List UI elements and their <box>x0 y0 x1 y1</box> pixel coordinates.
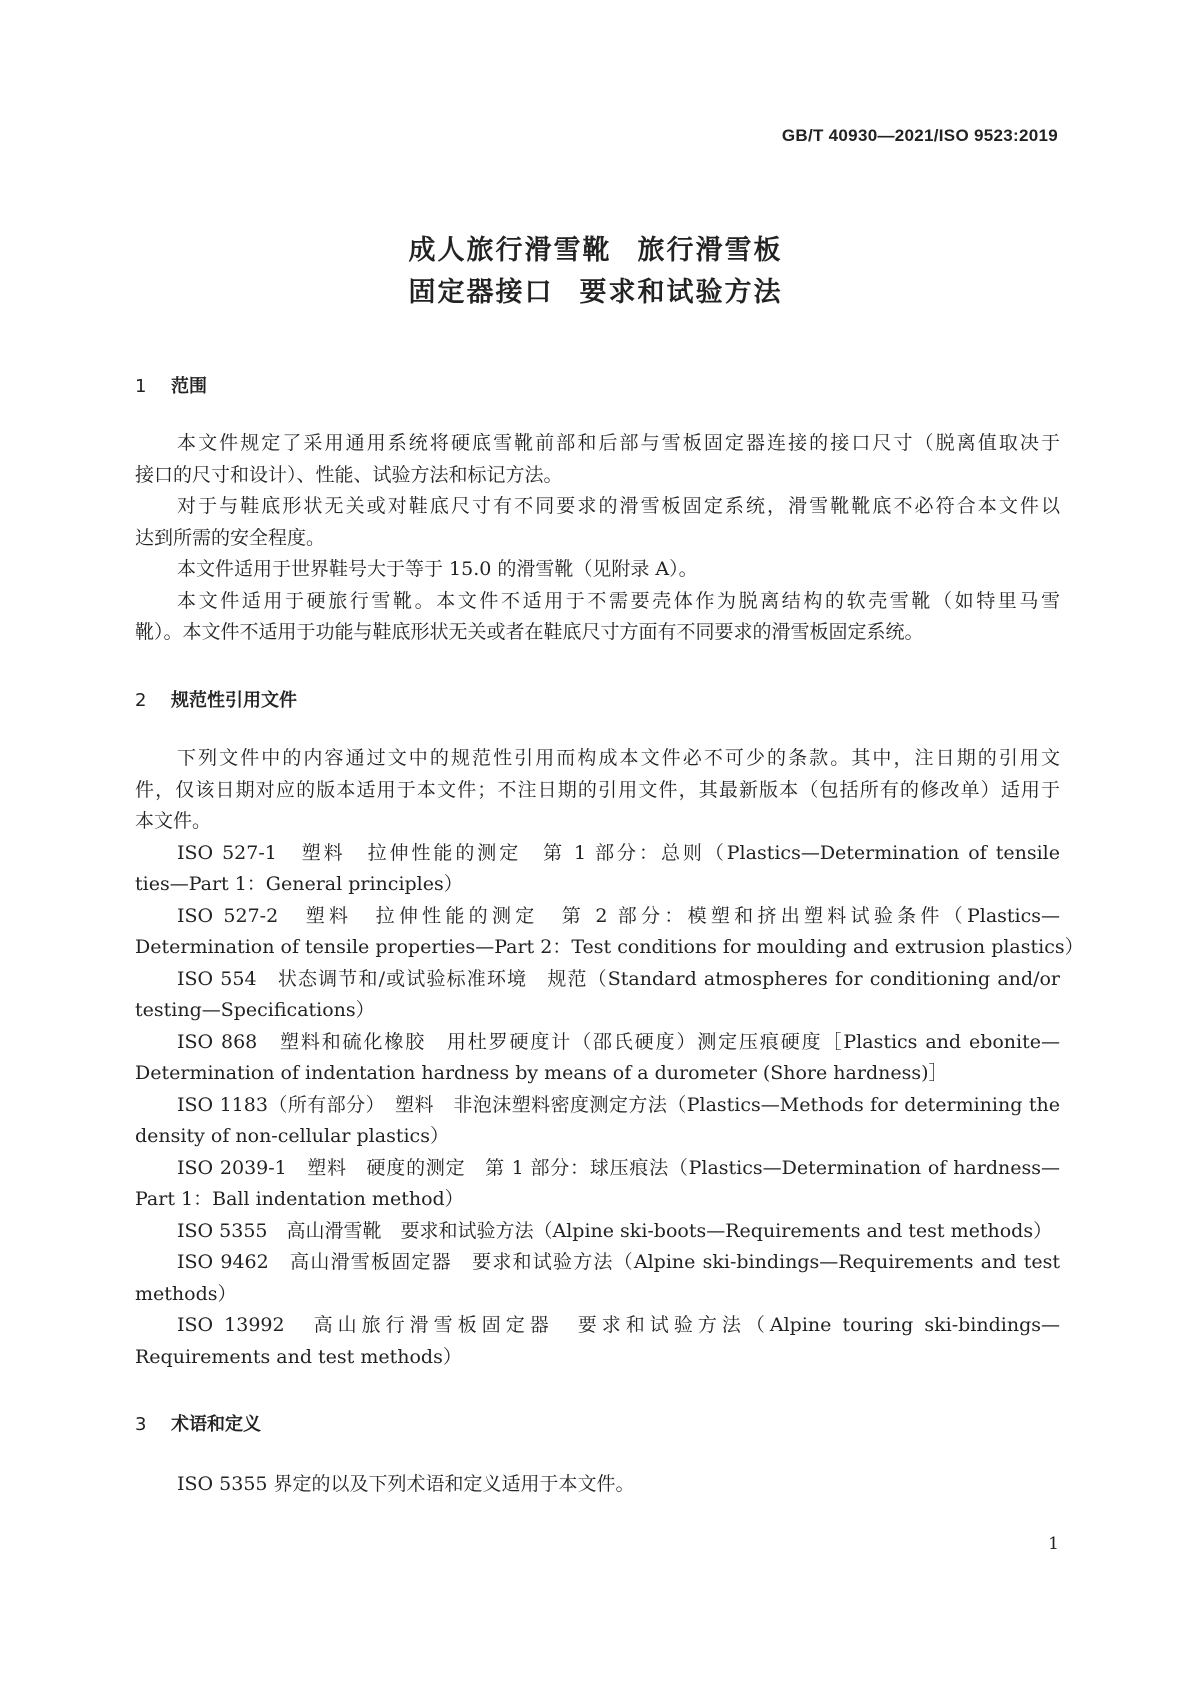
text-line: 对于与鞋底形状无关或对鞋底尺寸有不同要求的滑雪板固定系统，滑雪靴靴底不必符合本文件以 <box>177 495 1060 517</box>
text-line: 本文件适用于硬旅行雪靴。本文件不适用于不需要壳体作为脱离结构的软壳雪靴（如特里马雪 <box>177 589 1060 612</box>
section-body-normative-references <box>135 743 1084 1373</box>
section-title: 范围 <box>171 376 207 397</box>
paragraph <box>135 901 1084 964</box>
text-line: Determination of indentation hardness by means of a durometer (Shore hardness)］ <box>135 1062 948 1084</box>
text-line: methods） <box>135 1282 237 1305</box>
text-line: ISO 527-2 塑料 拉伸性能的测定 第 2 部分：模塑和挤出塑料试验条件（Plastics— <box>177 904 1060 927</box>
section-heading-scope <box>135 372 207 398</box>
text-line: ISO 5355 界定的以及下列术语和定义适用于本文件。 <box>177 1473 635 1495</box>
paragraph <box>135 964 1060 1027</box>
document-title-line-1 <box>0 228 1191 267</box>
text-line: 本文件适用于世界鞋号大于等于 15.0 的滑雪靴（见附录 A）。 <box>177 558 698 580</box>
text-line: ISO 554 状态调节和/或试验标准环境 规范（Standard atmospheres for conditioning and/or <box>177 967 1060 990</box>
text-line: ISO 527-1 塑料 拉伸性能的测定 第 1 部分：总则（Plastics—Determination of tensile <box>177 841 1060 864</box>
text-line: ISO 868 塑料和硫化橡胶 用杜罗硬度计（邵氏硬度）测定压痕硬度［Plastics and ebonite— <box>177 1030 1060 1053</box>
section-title: 规范性引用文件 <box>171 690 297 711</box>
title-part: 成人旅行滑雪靴 <box>408 235 612 266</box>
text-line: Requirements and test methods） <box>135 1345 462 1368</box>
text-line: 达到所需的安全程度。 <box>135 526 326 549</box>
section-number: 1 <box>135 376 147 397</box>
paragraph <box>135 838 1060 901</box>
text-line: Determination of tensile properties—Part 2：Test conditions for moulding and extrusion plastics） <box>135 936 1084 958</box>
section-number: 2 <box>135 690 147 711</box>
section-number: 3 <box>135 1414 147 1435</box>
title-part: 固定器接口 <box>408 277 554 308</box>
paragraph <box>135 1247 1060 1310</box>
paragraph <box>135 1469 1060 1501</box>
section-body-scope <box>135 428 1060 649</box>
section-body-terms-definitions <box>135 1469 1060 1501</box>
document-title-line-2 <box>0 270 1191 309</box>
text-line: ISO 5355 高山滑雪靴 要求和试验方法（Alpine ski-boots—Requirements and test methods） <box>177 1219 1053 1242</box>
text-line: testing—Specifications） <box>135 999 375 1021</box>
paragraph <box>135 428 1060 491</box>
text-line: ISO 1183（所有部分） 塑料 非泡沫塑料密度测定方法（Plastics—Methods for determining the <box>177 1093 1060 1116</box>
text-line: ISO 9462 高山滑雪板固定器 要求和试验方法（Alpine ski-bindings—Requirements and test <box>177 1251 1060 1273</box>
standard-number-header: GB/T 40930—2021/ISO 9523:2019 <box>781 126 1058 145</box>
section-title: 术语和定义 <box>171 1414 261 1435</box>
text-line: ties—Part 1：General principles） <box>135 873 463 895</box>
section-heading-terms-definitions <box>135 1410 261 1436</box>
text-line: 下列文件中的内容通过文中的规范性引用而构成本文件必不可少的条款。其中，注日期的引用文 <box>177 747 1060 769</box>
text-line: density of non-cellular plastics） <box>135 1125 449 1147</box>
paragraph <box>135 491 1060 554</box>
paragraph <box>135 1090 1060 1153</box>
text-line: 本文件。 <box>135 810 212 832</box>
text-line: Part 1：Ball indentation method） <box>135 1188 464 1210</box>
text-line: 接口的尺寸和设计）、性能、试验方法和标记方法。 <box>135 463 563 486</box>
paragraph <box>135 1153 1060 1216</box>
paragraph <box>135 586 1060 649</box>
text-line: ISO 2039-1 塑料 硬度的测定 第 1 部分：球压痕法（Plastics—Determination of hardness— <box>177 1156 1060 1179</box>
paragraph <box>135 554 1060 586</box>
paragraph <box>135 1216 1060 1248</box>
text-line: 本文件规定了采用通用系统将硬底雪靴前部和后部与雪板固定器连接的接口尺寸（脱离值取决于 <box>177 432 1060 454</box>
text-line: 靴）。本文件不适用于功能与鞋底形状无关或者在鞋底尺寸方面有不同要求的滑雪板固定系统。 <box>135 621 924 643</box>
paragraph <box>135 1027 1060 1090</box>
title-part: 旅行滑雪板 <box>637 235 783 266</box>
paragraph <box>135 743 1060 838</box>
section-heading-normative-references <box>135 686 297 712</box>
text-line: 件，仅该日期对应的版本适用于本文件；不注日期的引用文件，其最新版本（包括所有的修改单）适用于 <box>135 778 1060 801</box>
text-line: ISO 13992 高山旅行滑雪板固定器 要求和试验方法（Alpine touring ski-bindings— <box>177 1314 1060 1336</box>
paragraph <box>135 1310 1060 1373</box>
title-part: 要求和试验方法 <box>579 277 783 308</box>
page-number: 1 <box>1048 1534 1059 1554</box>
